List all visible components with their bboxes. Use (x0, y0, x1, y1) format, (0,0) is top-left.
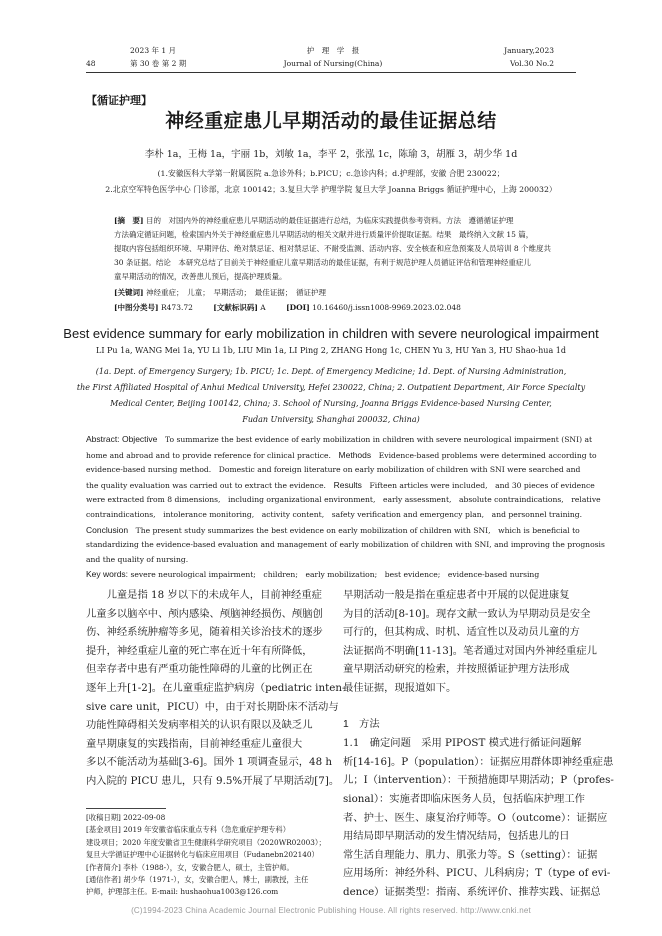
body-line: 多以不能活动为基础[3-6]。国外 1 项调查显示，48 h (86, 756, 333, 769)
body-line: 应用场所：神经外科、PICU、儿科病房；T（type of evi- (343, 867, 611, 880)
abstract-cn (114, 214, 584, 315)
footnote-line: [作者简介] 李朴（1988-），女，安徽合肥人，硕士，主管护师。 (86, 862, 294, 872)
abstract-en-line: evidence-based nursing method. Domestic and foreign literature on early mobilization of children with SNI were searched and (86, 465, 581, 475)
abstract-en-line: Fifteen articles were included, and 30 pieces of evidence (369, 480, 595, 490)
keywords-cn: 神经重症； 儿童； 早期活动； 最佳证据； 循证护理 (146, 288, 326, 297)
abstract-en-line: The present study summarizes the best evidence on early mobilization of children with SNI, which is beneficial to (135, 525, 580, 535)
affiliation-en-line: the First Affiliated Hospital of Anhui Medical University, Hefei 230022, China; 2. Outpatient Department, Air Force Specialty (76, 383, 586, 392)
body-line: 法证据尚不明确[11-13]。笔者通过对国内外神经重症儿 (343, 644, 597, 657)
body-line: 童早期活动研究的检索，并按照循证护理方法形成 (343, 663, 570, 676)
header-date-en: January,2023 (504, 46, 554, 55)
paper-title-cn: 神经重症患儿早期活动的最佳证据总结 (165, 110, 497, 132)
authors-en: LI Pu 1a, WANG Mei 1a, YU Li 1b, LIU Min 1a, LI Ping 2, ZHANG Hong 1c, CHEN Yu 3, HU Yan 3, HU Shao-hua 1d (96, 346, 566, 355)
abstract-cn-line: 目的 对国内外的神经重症患儿早期活动的最佳证据进行总结，为临床实践提供参考资料。方法 遵循循证护理 (146, 216, 514, 225)
doc-code-value: A (260, 303, 266, 312)
copyright-watermark: (C)1994-2023 China Academic Journal Electronic Publishing House. All rights reserved. http://www.cnki.net (131, 906, 531, 915)
body-line: 析[14-16]。P（population）：证据应用群体即神经重症患 (343, 755, 614, 768)
doi-value[interactable]: 10.16460/j.issn1008-9969.2023.02.048 (312, 303, 461, 312)
abstract-cn-line: 方法确定循证问题，检索国内外关于神经重症患儿早期活动的相关文献并进行质量评价提取证据。结果 最终纳入文献 15 篇， (114, 230, 534, 239)
methods-label: Methods (338, 449, 372, 460)
conclusion-label: Conclusion (86, 524, 129, 535)
body-left-column (86, 586, 346, 791)
abstract-cn-line: 提取内容包括组织环境、早期评估、绝对禁忌证、相对禁忌证、不耐受监测、活动内容、安全核查和应急预案及人员培训 8 个维度共 (114, 244, 552, 253)
abstract-cn-label: [摘 要] (114, 216, 144, 225)
body-line: 用结局即早期活动的发生情况结局，包括患儿的日 (343, 830, 570, 843)
body-line: 儿童是指 18 岁以下的未成年人，目前神经重症 (86, 589, 322, 601)
body-line: 提升，神经重症儿童的死亡率在近十年有所降低， (86, 644, 313, 657)
section-heading: 1 方法 (343, 718, 380, 730)
affiliation-cn-1: (1.安徽医科大学第一附属医院 a.急诊外科；b.PICU；c.急诊内科；d.护理部，安徽 合肥 230022； (157, 169, 505, 178)
footnote-rule (86, 808, 166, 809)
abstract-en-line: and the quality of nursing. (86, 554, 189, 564)
header-journal-cn: 护 理 学 报 (306, 46, 360, 55)
body-line: 可行的，但其构成、时机、适宜性以及动员儿童的方 (343, 626, 580, 639)
column-tag: 【循证护理】 (86, 94, 152, 107)
body-line: 但幸存者中患有严重功能性障碍的儿童的比例正在 (86, 663, 313, 676)
body-line: sional）：实施者即临床医务人员，包括临床护理工作 (343, 792, 585, 805)
abstract-cn-line: 童早期活动的情况，改善患儿预后，提高护理质量。 (114, 272, 287, 281)
keywords-en-label: Key words: (86, 569, 129, 580)
results-label: Results (333, 479, 362, 490)
header-rule (86, 72, 576, 73)
abstract-en-line: Evidence-based problems were determined according to (378, 450, 597, 460)
body-line: 者、护士、医生、康复治疗师等。O（outcome）：证据应 (343, 811, 608, 824)
authors-cn: 李朴 1a，王梅 1a，宇丽 1b，刘敏 1a，李平 2，张泓 1c，陈瑜 3，胡雁 3，胡少华 1d (144, 149, 518, 160)
affiliation-cn-2: 2.北京空军特色医学中心 门诊部，北京 100142；3.复旦大学 护理学院 复旦大学 Joanna Briggs 循证护理中心，上海 200032） (105, 185, 557, 194)
footnote-line: [基金项目] 2019 年安徽省临床重点专科（急危重症护理专科） (86, 825, 291, 835)
keywords-en: severe neurological impairment; children; early mobilization; best evidence; evidence-based nursing (130, 570, 540, 580)
abstract-en-line: were extracted from 8 dimensions, including organizational environment, early assessment, absolute contraindications, relative (86, 495, 601, 505)
page-number: 48 (86, 59, 96, 68)
affiliations-en (60, 364, 602, 428)
footnote-line: 护师，护理部主任。E-mail: hushaohua1003@126.com (86, 887, 279, 897)
body-line: 伤、神经系统肿瘤等多见，随着相关诊治技术的逐步 (86, 626, 323, 639)
doi-label: [DOI] (286, 303, 310, 312)
header-volume-en: Vol.30 No.2 (509, 59, 554, 68)
body-line: 功能性障碍相关发病率相关的认识有限以及缺乏儿 (86, 719, 313, 732)
clc-value: R473.72 (161, 303, 193, 312)
keywords-cn-label: [关键词] (114, 288, 144, 297)
affiliation-en-line: (1a. Dept. of Emergency Surgery; 1b. PICU; 1c. Dept. of Emergency Medicine; 1d. Dept. of Nursing Administration, (95, 367, 567, 376)
body-line: 童早期康复的实践指南，目前神经重症儿童很大 (86, 737, 303, 750)
abstract-en-line: standardizing the evidence-based evaluation and management of early mobilization of children with SNI, and improving the prognosis (86, 540, 605, 550)
abstract-en-line: home and abroad and to provide reference for clinical practice. (86, 450, 331, 460)
header-date-cn: 2023 年 1 月 (130, 46, 177, 55)
footnotes (86, 812, 328, 899)
body-line: 儿童多以脑卒中、颅内感染、颅脑神经损伤、颅脑创 (86, 607, 323, 620)
body-line: dence）证据类型：指南、系统评价、推荐实践、证据总 (343, 885, 601, 898)
abstract-en-label: Abstract: (86, 434, 120, 444)
affiliation-en-line: Medical Center, Beijing 100142, China; 3. School of Nursing, Joanna Briggs Evidence-based Nursing Center, (110, 399, 552, 408)
abstract-en-line: To summarize the best evidence of early mobilization in children with severe neurological impairment (SNI) at (165, 435, 593, 444)
footnote-line: 建设项目；2020 年度安徽省卫生健康科学研究项目（2020WR02003）； (86, 837, 326, 847)
abstract-cn-line: 30 条证据。结论 本研究总结了目前关于神经重症儿童早期活动的最佳证据，有利于规范护理人员循证评估和管理神经重症儿 (114, 258, 531, 267)
header-journal-en: Journal of Nursing(China) (283, 59, 383, 68)
abstract-en-line: the quality evaluation was carried out to extract the evidence. (86, 480, 326, 490)
body-line: 逐年上升[1-2]。在儿童重症监护病房（pediatric inten- (86, 681, 346, 694)
objective-label: Objective (121, 434, 158, 444)
paper-title-en: Best evidence summary for early mobilization in children with severe neurological impairment (63, 326, 599, 341)
body-line: 内入院的 PICU 患儿，只有 9.5%开展了早期活动[7]。 (86, 774, 340, 787)
abstract-en (86, 432, 605, 583)
body-line: 1.1 确定问题 采用 PIPOST 模式进行循证问题解 (343, 737, 582, 750)
clc-label: [中图分类号] (114, 303, 159, 312)
footnote-line: [通信作者] 胡少华（1971-），女，安徽合肥人，博士，副教授，主任 (86, 875, 309, 885)
affiliation-en-line: Fudan University, Shanghai 200032, China) (242, 415, 420, 424)
abstract-en-line: contraindications, intolerance monitoring, activity content, safety verification and emergency plan, and personnel training. (86, 509, 583, 519)
footnote-line: [收稿日期] 2022-09-08 (86, 813, 166, 822)
body-line: 早期活动一般是指在重症患者中开展的以促进康复 (343, 589, 570, 601)
header-volume-cn: 第 30 卷 第 2 期 (130, 59, 187, 68)
body-line: 儿；I（intervention）：干预措施即早期活动；P（profes- (343, 774, 614, 787)
body-line: 常生活自理能力、肌力、肌张力等。S（setting）：证据 (343, 848, 598, 861)
body-right-column (343, 586, 614, 902)
body-line: sive care unit，PICU）中，由于对长期卧床不活动与 (86, 700, 339, 713)
footnote-line: 复旦大学循证护理中心证据转化与临床应用项目（Fudanebn202140） (86, 850, 319, 860)
body-line: 最佳证据，现报道如下。 (343, 681, 457, 694)
body-line: 为目的活动[8-10]。现存文献一致认为早期动员是安全 (343, 607, 591, 620)
doc-code-label: [文献标识码] (213, 303, 258, 312)
spacer (343, 698, 583, 716)
